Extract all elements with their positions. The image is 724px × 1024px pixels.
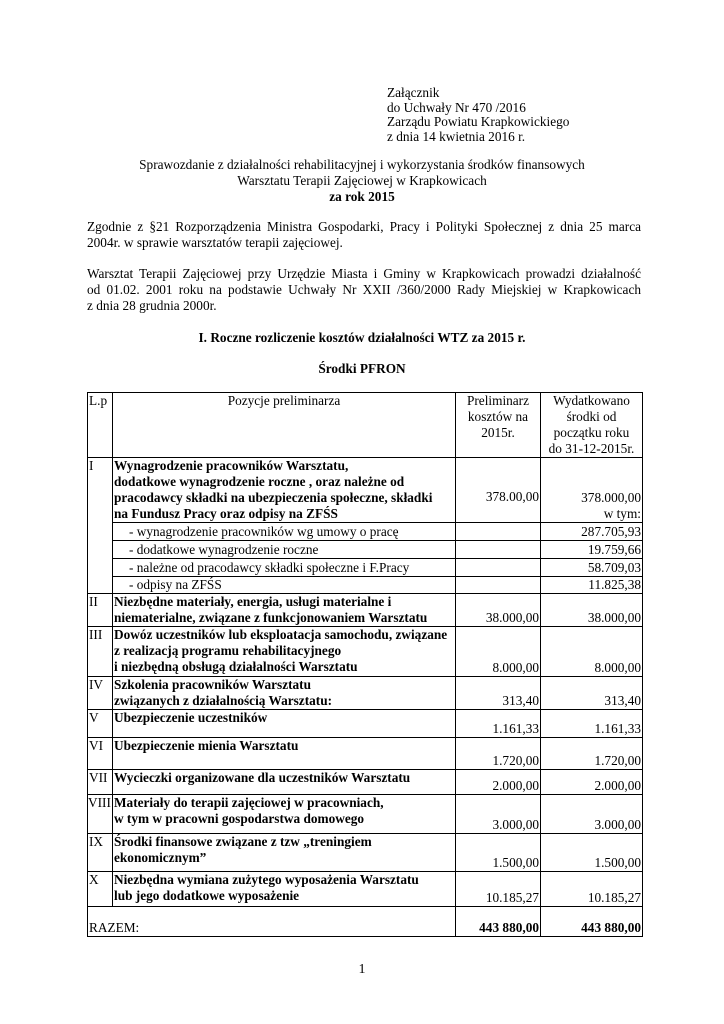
document-title xyxy=(0,157,724,205)
total-label: RAZEM: xyxy=(88,907,456,937)
subrow-spent: 287.705,93 xyxy=(541,523,643,541)
row-position: Wynagrodzenie pracowników Warsztatu, dodatkowe wynagrodzenie roczne , oraz należne od pracodawcy składki na ubezpieczenia społeczne, składki na Fundusz Pracy oraz odpisy na ZFŚS xyxy=(113,458,456,523)
row-position: Materiały do terapii zajęciowej w pracowniach, w tym w pracowni gospodarstwa domowego xyxy=(113,795,456,834)
table-row xyxy=(88,770,643,795)
subrow-spent: 11.825,38 xyxy=(541,577,643,594)
table-row xyxy=(88,738,643,770)
row-planned: 1.161,33 xyxy=(456,710,541,738)
row-lp: VI xyxy=(88,738,113,770)
total-spent: 443 880,00 xyxy=(541,907,643,937)
table-row xyxy=(88,710,643,738)
header-lp: L.p xyxy=(88,393,113,458)
row-planned: 3.000,00 xyxy=(456,795,541,834)
subrow xyxy=(88,541,643,559)
row-lp: X xyxy=(88,872,113,907)
row-lp: VIII xyxy=(88,795,113,834)
paragraph-line: Zgodnie z §21 Rozporządzenia Ministra Gospodarki, Pracy i Polityki Społecznej z dnia 25 marca xyxy=(87,219,641,234)
row-position: Niezbędna wymiana zużytego wyposażenia Warsztatu lub jego dodatkowe wyposażenie xyxy=(113,872,456,907)
subrow-label: - odpisy na ZFŚS xyxy=(113,577,456,594)
row-spent: 1.720,00 xyxy=(541,738,643,770)
total-row xyxy=(88,907,643,937)
row-position: Ubezpieczenie uczestników xyxy=(113,710,456,738)
table-row xyxy=(88,677,643,710)
row-spent: 313,40 xyxy=(541,677,643,710)
row-position: Środki finansowe związane z tzw „treningiem ekonomicznym” xyxy=(113,834,456,872)
row-spent: 378.000,00 w tym: xyxy=(541,458,643,523)
row-planned: 1.720,00 xyxy=(456,738,541,770)
row-position: Wycieczki organizowane dla uczestników Warsztatu xyxy=(113,770,456,795)
cost-table xyxy=(87,392,643,937)
row-lp: IX xyxy=(88,834,113,872)
row-lp: III xyxy=(88,627,113,677)
row-spent: 38.000,00 xyxy=(541,594,643,627)
subrow xyxy=(88,523,643,541)
table-row xyxy=(88,594,643,627)
row-planned: 8.000,00 xyxy=(456,627,541,677)
row-position: Niezbędne materiały, energia, usługi materialne i niematerialne, związane z funkcjonowaniem Warsztatu xyxy=(113,594,456,627)
row-spent: 1.161,33 xyxy=(541,710,643,738)
row-spent: 3.000,00 xyxy=(541,795,643,834)
title-line: Warsztatu Terapii Zajęciowej w Krapkowicach xyxy=(237,173,487,188)
subrow-label: - należne od pracodawcy składki społeczne i F.Pracy xyxy=(113,559,456,577)
row-lp: IV xyxy=(88,677,113,710)
annex-line: do Uchwały Nr 470 /2016 xyxy=(387,99,526,115)
row-planned: 313,40 xyxy=(456,677,541,710)
row-lp: VII xyxy=(88,770,113,795)
row-spent: 1.500,00 xyxy=(541,834,643,872)
header-spent: Wydatkowano środki od początku roku do 31-12-2015r. xyxy=(541,393,643,458)
table-row xyxy=(88,872,643,907)
row-spent: 8.000,00 xyxy=(541,627,643,677)
page-number: 1 xyxy=(358,962,366,977)
total-planned: 443 880,00 xyxy=(456,907,541,937)
row-lp: V xyxy=(88,710,113,738)
paragraph-line: z dnia 28 grudnia 2000r. xyxy=(87,298,217,313)
workshop-info-paragraph xyxy=(87,266,641,314)
row-position: Dowóz uczestników lub eksploatacja samochodu, związane z realizacją programu rehabilitacyjnego i niezbędną obsługą działalności Warsztatu xyxy=(113,627,456,677)
subrow xyxy=(88,577,643,594)
annex-line: z dnia 14 kwietnia 2016 r. xyxy=(387,128,526,144)
row-lp: I xyxy=(88,458,113,594)
title-line: Sprawozdanie z działalności rehabilitacyjnej i wykorzystania środków finansowych xyxy=(139,157,585,172)
subrow xyxy=(88,559,643,577)
row-spent: 10.185,27 xyxy=(541,872,643,907)
subrow-spent: 19.759,66 xyxy=(541,541,643,559)
row-planned: 1.500,00 xyxy=(456,834,541,872)
row-position: Szkolenia pracowników Warsztatu związanych z działalnością Warsztatu: xyxy=(113,677,456,710)
subrow-label: - wynagrodzenie pracowników wg umowy o pracę xyxy=(113,523,456,541)
table-header-row xyxy=(88,393,643,458)
row-planned: 2.000,00 xyxy=(456,770,541,795)
row-lp: II xyxy=(88,594,113,627)
header-planned: Preliminarz kosztów na 2015r. xyxy=(456,393,541,458)
subrow-label: - dodatkowe wynagrodzenie roczne xyxy=(113,541,456,559)
row-planned: 38.000,00 xyxy=(456,594,541,627)
section-heading: I. Roczne rozliczenie kosztów działalności WTZ za 2015 r. xyxy=(198,330,526,345)
subheading: Środki PFRON xyxy=(318,361,406,376)
header-position: Pozycje preliminarza xyxy=(113,393,456,458)
paragraph-line: od 01.02. 2001 roku na podstawie Uchwały Nr XXII /360/2000 Rady Miejskiej w Krapkowicach xyxy=(87,282,641,297)
annex-line: Zarządu Powiatu Krapkowickiego xyxy=(387,114,570,130)
row-planned: 10.185,27 xyxy=(456,872,541,907)
paragraph-line: 2004r. w sprawie warsztatów terapii zajęciowej. xyxy=(87,235,343,250)
annex-header xyxy=(387,86,569,144)
paragraph-line: Warsztat Terapii Zajęciowej przy Urzędzie Miasta i Gminy w Krapkowicach prowadzi działalność xyxy=(87,266,641,281)
table-row xyxy=(88,627,643,677)
subrow-spent: 58.709,03 xyxy=(541,559,643,577)
row-spent: 2.000,00 xyxy=(541,770,643,795)
title-year: za rok 2015 xyxy=(329,189,395,204)
row-planned: 378.00,00 xyxy=(456,458,541,523)
table-row xyxy=(88,834,643,872)
annex-line: Załącznik xyxy=(387,85,440,100)
row-position: Ubezpieczenie mienia Warsztatu xyxy=(113,738,456,770)
table-row xyxy=(88,795,643,834)
table-row xyxy=(88,458,643,523)
legal-basis-paragraph xyxy=(87,219,641,251)
